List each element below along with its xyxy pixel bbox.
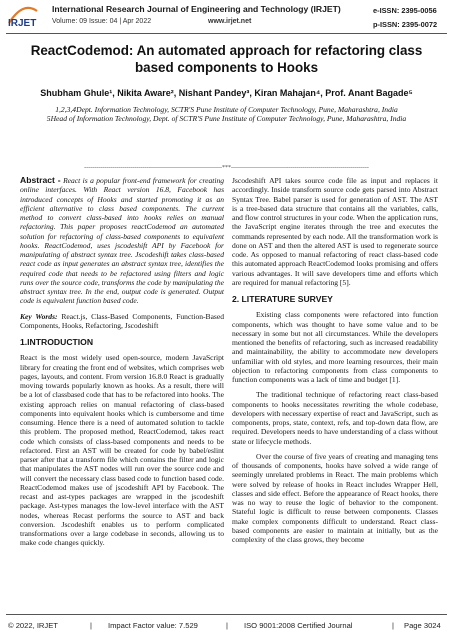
keywords-label: Key Words: [20,311,58,321]
affiliations [18,105,435,124]
journal-header [0,0,453,36]
left-column [20,176,224,548]
section-separator: ---------------------------------------------------------------------***--------------------------------------------------------------------- [84,165,369,171]
logo-wordmark: IRJET [8,18,37,29]
intro-paragraph: React is the most widely used open-source, modern JavaScript library for creating the front end of websites, which comprises web pages, layouts, and content. From version 16.8.0 React is gradually moving towards popularly known as hooks. As a result, there will be a lot of classbased code that has to be refactored into hooks. The existing approach relies on manual refactoring of class-based components into equivalent hooks which is cumbersome and time consuming. Hence there is a need of automated solution to tackle this problem. The proposed method, ReactCodemod, takes react code which consists of class-based components and needs to be refactored. First an AST will be created for code by babel/eslint parser after that a transform file which contains the filter and logic that manipulates the AST nodes will run over the source code and will convert the necessary class based code to function based code. ReactCodemod makes use of jscodeshift API by Facebook. The recast and ast-types packages are wrapped in the jscodeshift package. Ast-types manages the low-level interface with the AST nodes, whereas Recast performs the source to AST and back conversion. Jscodeshift enables us to perform complicated transformations over a large codebase in seconds, allowing us to make code changes quickly. [20,353,224,548]
footer-iso: ISO 9001:2008 Certified Journal [244,621,353,630]
footer-separator: | [392,621,394,630]
paper-authors: Shubham Ghule¹, Nikita Aware², Nishant Pandey³, Kiran Mahajan⁴, Prof. Anant Bagade⁵ [40,88,413,98]
footer-page-number: Page 3024 [404,621,441,630]
survey-paragraph-3: Over the course of five years of creating and managing tens of thousands of components, hooks have solved a wide range of seemingly unrelated problems in React. The main problems which were solved by release of hooks in React includes Wrapper Hell, classes and side effect. Before the appearance of React hooks, there was no way to reuse the logic of behavior to the component. Stateful logic is difficult to reuse between components. Classes make complex components difficult to understand. React class-based components are easier to maintain at initially, but as the complexity of the class grows, they become [232,451,438,544]
header-rule [6,33,447,34]
abstract-label: Abstract - [20,175,61,185]
paper-title: ReactCodemod: An automated approach for refactoring class based components to Hooks [30,43,423,75]
footer-rule [6,614,447,615]
e-issn: e-ISSN: 2395-0056 [373,6,437,15]
issn-block [373,4,437,32]
volume-issue: Volume: 09 Issue: 04 | Apr 2022 [52,18,152,25]
literature-survey-heading: 2. LITERATURE SURVEY [232,294,333,304]
footer-separator: | [90,621,92,630]
abstract-text: React is a popular front-end framework for creating online interfaces. With React version 16.8, Facebook has introduced concepts of Hooks and started promoting it as an efficient alternative to class based components. The current method to convert class-based into hooks relies on manual refactoring. This paper proposes reactCodemod an automated solution for refactoring of class-based components to equivalent hooks. ReactCodemod, uses jscodeshift API by Facebook for manipulating of abstract syntax tree. Jscodeshift takes class-based react code as input generates an abstract syntax tree, identifies the required code that needs to be refactored using filters and logic runs over the source code, transforms the code by manipulating the abstract syntax tree. In the end, output code is generated. Output code is equivalent function based code. [20,176,224,306]
right-column [232,176,438,544]
p-issn: p-ISSN: 2395-0072 [373,20,438,29]
footer-copyright: © 2022, IRJET [8,621,58,630]
footer-impact-factor: Impact Factor value: 7.529 [108,621,198,630]
irjet-logo-icon [6,3,40,29]
jscodeshift-paragraph: Jscodeshift API takes source code file as input and replaces it accordingly. Inside transform source code gets parsed into Abstract Syntax Tree. Babel parser is used for generation of AST. The AST is a tree-based data structure that contains all the variables, calls, and flow control structures in your code. When the application runs, the JavaScript engine iterates through the tree and executes the commands represented by each node. All the transformation work is done on AST and then the altered AST is used to regenerate source code. As opposed to manual refactoring of react class-based code this automated approach ReactCodemod looks promising and offers various advantages. It will save developers time and efforts which are required for manual refactoring [5]. [232,176,438,287]
keywords [20,312,224,331]
footer-separator: | [226,621,228,630]
survey-paragraph-1: Existing class components were refactored into function components, which was thought to have some value and to be necessary in some but not all circumstances. While the developers mentioned the benefits of refactoring, such as increased readability and maintainability, the ability to accommodate new developers unfamiliar with old styles, and more learning resources, their main objection to refactoring components from class components to function components was a lack of time and budget [1]. [232,310,438,384]
affiliation-1: 1,2,3,4Dept. Information Technology, SCTR'S Pune Institute of Computer Technology, Pune, Maharashtra, India [55,105,398,114]
affiliation-2: 5Head of Information Technology, Dept. of SCTR'S Pune Institute of Computer Technology, Pune, Maharashtra, India [46,114,407,124]
journal-title: International Research Journal of Engineering and Technology (IRJET) [52,4,341,14]
intro-heading: 1.INTRODUCTION [20,337,94,347]
irjet-logo [6,3,40,29]
journal-website-link[interactable]: www.irjet.net [208,18,252,25]
survey-paragraph-2: The traditional technique of refactoring react class-based components to hooks necessitates rewriting the whole codebase, developers with necessary expertise of react and JavaScript, such as components, props, state, context, refs, and top-down data flow, are required. Developers needs to have understanding of a class without state or lifecycle methods. [232,390,438,446]
keywords-text: React.js, Class-Based Components, Function-Based Components, Hooks, Refactoring, Jscodeshift [20,311,224,330]
abstract [20,176,224,306]
